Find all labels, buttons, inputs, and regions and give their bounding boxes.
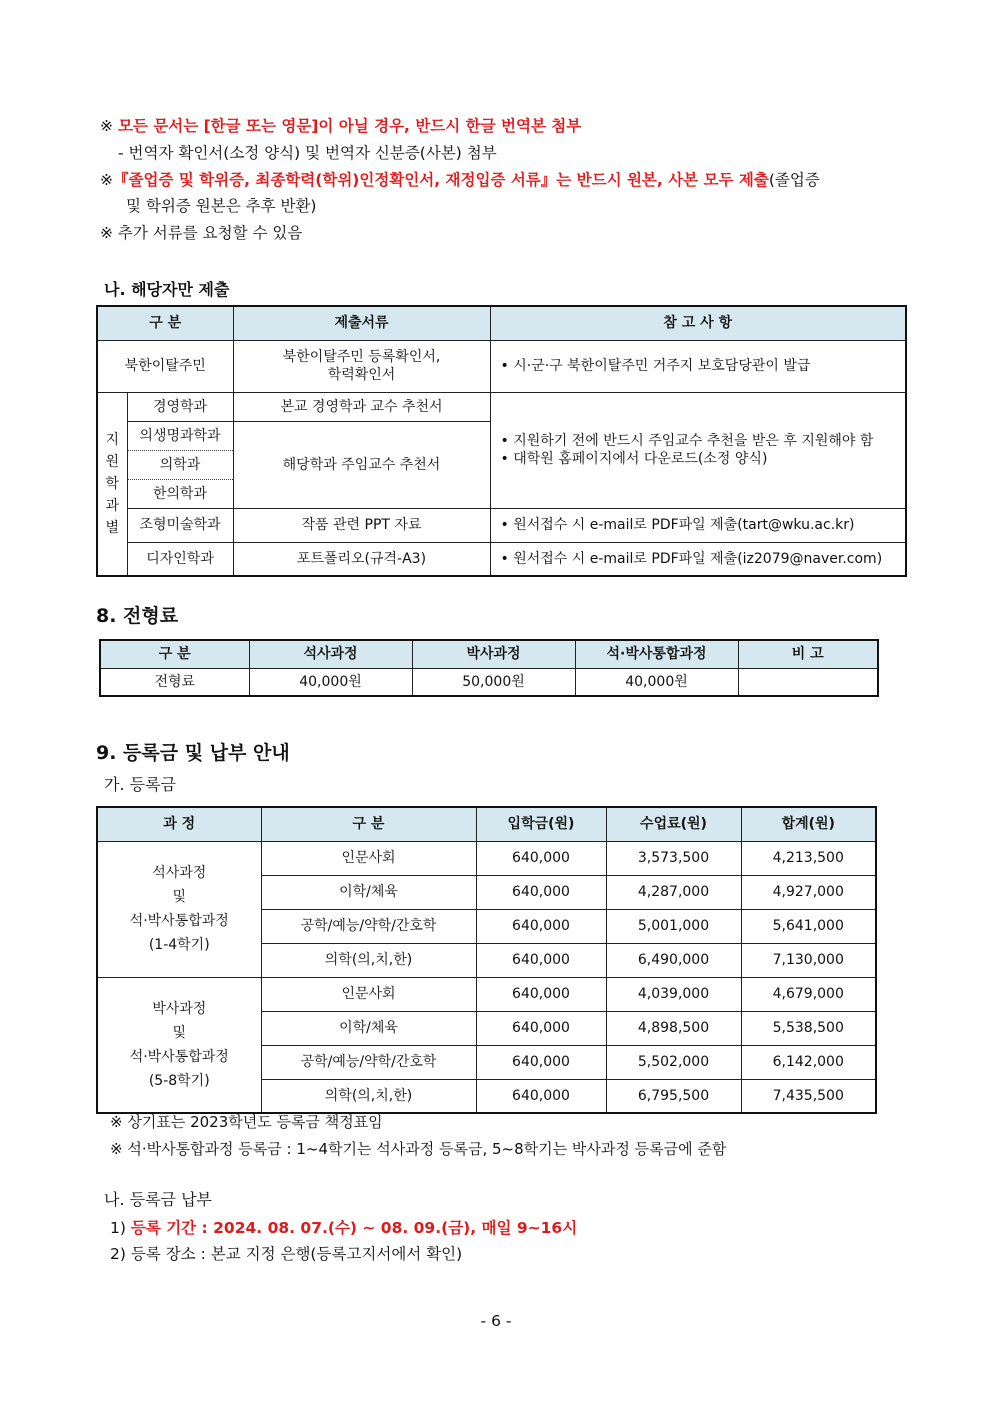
table-cell: 4,039,000 <box>606 977 741 1011</box>
table-cell: 640,000 <box>476 909 606 943</box>
fee-remarks <box>738 668 878 696</box>
note-original-docs: ※『졸업증 및 학위증, 최종학력(학위)인정확인서, 재정입증 서류』는 반드시 원본, 사본 모두 제출(졸업증 <box>100 171 820 189</box>
table-cell: 4,927,000 <box>741 875 876 909</box>
table-cell: 공학/예능/약학/간호학 <box>261 909 476 943</box>
note-original-docs-line2: 및 학위증 원본은 추후 반환) <box>126 197 317 215</box>
section-na-title: 나. 해당자만 제출 <box>104 280 230 299</box>
table-cell: 이학/체육 <box>261 875 476 909</box>
table-cell: 인문사회 <box>261 841 476 875</box>
dept-design-note: • 원서접수 시 e-mail로 PDF파일 제출(iz2079@naver.com) <box>490 542 906 576</box>
dept-business: 경영학과 <box>127 392 233 421</box>
table-cell: 7,130,000 <box>741 943 876 977</box>
table-cell: 이학/체육 <box>261 1011 476 1045</box>
dept-design-doc: 포트폴리오(규격-A3) <box>233 542 490 576</box>
table-cell: 640,000 <box>476 943 606 977</box>
fee-header-category: 구 분 <box>100 640 249 668</box>
fee-header-integrated: 석·박사통합과정 <box>575 640 738 668</box>
table-cell: 의학(의,치,한) <box>261 943 476 977</box>
nk-docs: 북한이탈주민 등록확인서, 학력확인서 <box>233 340 490 392</box>
dept-shared-doc: 해당학과 주임교수 추천서 <box>233 421 490 508</box>
section9-sub-ga: 가. 등록금 <box>104 775 176 794</box>
page-number: - 6 - <box>480 1312 512 1330</box>
dept-art-doc: 작품 관련 PPT 자료 <box>233 508 490 542</box>
table-cell: 4,679,000 <box>741 977 876 1011</box>
nk-category: 북한이탈주민 <box>97 340 233 392</box>
fee-doctor: 50,000원 <box>412 668 575 696</box>
table-cell: 640,000 <box>476 1079 606 1113</box>
dept-medicine: 의학과 <box>127 450 233 479</box>
dept-business-doc: 본교 경영학과 교수 추천서 <box>233 392 490 421</box>
section8-title: 8. 전형료 <box>96 605 179 627</box>
table-cell: 640,000 <box>476 875 606 909</box>
table-cell: 5,001,000 <box>606 909 741 943</box>
table-cell: 4,898,500 <box>606 1011 741 1045</box>
table-cell: 3,573,500 <box>606 841 741 875</box>
nk-note: • 시·군·구 북한이탈주민 거주지 보호담당관이 발급 <box>490 340 906 392</box>
header-category: 구 분 <box>97 306 233 340</box>
dept-lifesci: 의생명과학과 <box>127 421 233 450</box>
note-translation: ※ 모든 문서는 [한글 또는 영문]이 아닐 경우, 반드시 한글 번역본 첨부 <box>100 117 582 135</box>
table-cell: 6,795,500 <box>606 1079 741 1113</box>
program-group-2: 박사과정 및 석·박사통합과정 (5-8학기) <box>97 977 261 1113</box>
recommendation-note: • 지원하기 전에 반드시 주임교수 추천을 받은 후 지원해야 함 • 대학원 홈페이지에서 다운로드(소정 양식) <box>490 392 906 508</box>
tuition-header-total: 합계(원) <box>741 807 876 841</box>
program-group-1: 석사과정 및 석·박사통합과정 (1-4학기) <box>97 841 261 977</box>
table-cell: 5,502,000 <box>606 1045 741 1079</box>
table-cell: 640,000 <box>476 1011 606 1045</box>
table-cell: 의학(의,치,한) <box>261 1079 476 1113</box>
dept-oriental: 한의학과 <box>127 479 233 508</box>
fee-header-remarks: 비 고 <box>738 640 878 668</box>
tuition-header-program: 과 정 <box>97 807 261 841</box>
table-cell: 640,000 <box>476 977 606 1011</box>
tuition-header-tuition: 수업료(원) <box>606 807 741 841</box>
table-cell: 4,213,500 <box>741 841 876 875</box>
table-cell: 5,538,500 <box>741 1011 876 1045</box>
section9-title: 9. 등록금 및 납부 안내 <box>96 742 290 764</box>
dept-art: 조형미술학과 <box>127 508 233 542</box>
fee-label: 전형료 <box>100 668 249 696</box>
tuition-table <box>96 806 877 1114</box>
tuition-header-admission: 입학금(원) <box>476 807 606 841</box>
special-docs-table <box>96 305 907 577</box>
table-cell: 7,435,500 <box>741 1079 876 1113</box>
group-label: 지 원 학 과 별 <box>97 392 127 576</box>
fee-header-master: 석사과정 <box>249 640 412 668</box>
payment-period: 1) 등록 기간 : 2024. 08. 07.(수) ~ 08. 09.(금), 매일 9~16시 <box>110 1219 578 1237</box>
table-cell: 640,000 <box>476 1045 606 1079</box>
tuition-header-field: 구 분 <box>261 807 476 841</box>
fee-master: 40,000원 <box>249 668 412 696</box>
fee-integrated: 40,000원 <box>575 668 738 696</box>
note-additional: ※ 추가 서류를 요청할 수 있음 <box>100 224 303 242</box>
note-translation-sub: - 번역자 확인서(소정 양식) 및 번역자 신분증(사본) 첨부 <box>118 144 497 162</box>
table-cell: 공학/예능/약학/간호학 <box>261 1045 476 1079</box>
table-cell: 인문사회 <box>261 977 476 1011</box>
table-cell: 4,287,000 <box>606 875 741 909</box>
dept-design: 디자인학과 <box>127 542 233 576</box>
dept-art-note: • 원서접수 시 e-mail로 PDF파일 제출(tart@wku.ac.kr) <box>490 508 906 542</box>
payment-place: 2) 등록 장소 : 본교 지정 은행(등록고지서에서 확인) <box>110 1245 463 1263</box>
table-cell: 6,490,000 <box>606 943 741 977</box>
section9-sub-na: 나. 등록금 납부 <box>104 1190 212 1209</box>
table-cell: 640,000 <box>476 841 606 875</box>
table-cell: 5,641,000 <box>741 909 876 943</box>
fee-header-doctor: 박사과정 <box>412 640 575 668</box>
table-cell: 6,142,000 <box>741 1045 876 1079</box>
header-notes: 참 고 사 항 <box>490 306 906 340</box>
tuition-note-1: ※ 상기표는 2023학년도 등록금 책정표임 <box>110 1113 383 1131</box>
fee-table <box>99 639 879 697</box>
tuition-note-2: ※ 석·박사통합과정 등록금 : 1~4학기는 석사과정 등록금, 5~8학기는 박사과정 등록금에 준함 <box>110 1140 727 1158</box>
header-docs: 제출서류 <box>233 306 490 340</box>
